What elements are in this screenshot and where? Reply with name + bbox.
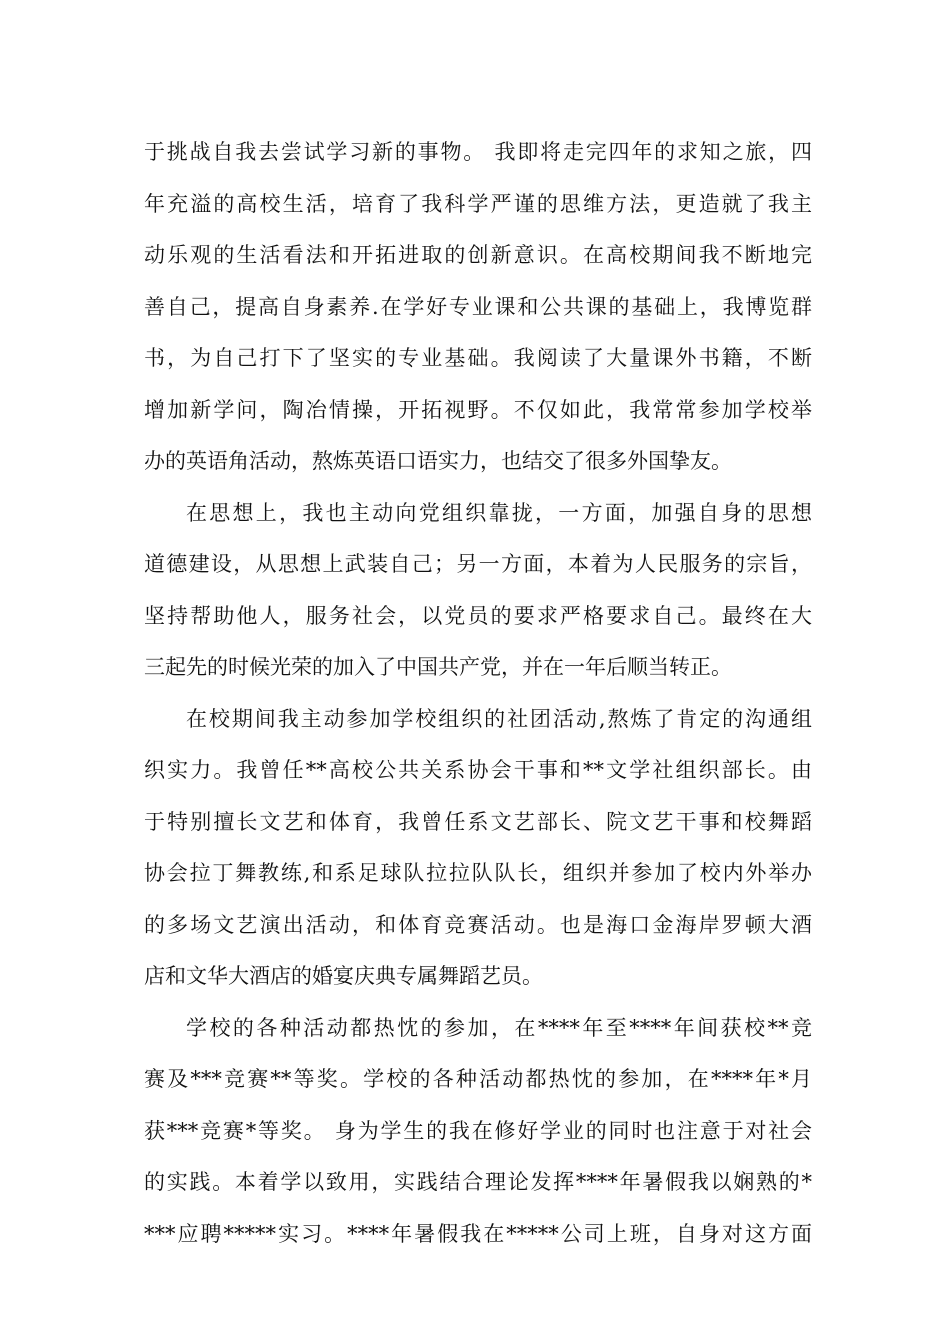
text-line: 织实力。我曾任**高校公共关系协会干事和**文学社组织部长。由 bbox=[144, 758, 812, 782]
text-line: 办的英语角活动，熬炼英语口语实力，也结交了很多外国挚友。 bbox=[144, 449, 732, 473]
text-line: 获***竞赛*等奖。 身为学生的我在修好学业的同时也注意于对社会 bbox=[144, 1118, 812, 1143]
paragraph-first-line: 在思想上，我也主动向党组织靠拢，一方面，加强自身的思想 bbox=[186, 500, 812, 525]
text-line: 三起先的时候光荣的加入了中国共产党，并在一年后顺当转正。 bbox=[144, 655, 732, 679]
text-line: 坚持帮助他人，服务社会，以党员的要求严格要求自己。最终在大 bbox=[144, 603, 812, 628]
text-line: 道德建设，从思想上武装自己；另一方面，本着为人民服务的宗旨， bbox=[144, 552, 812, 576]
text-line: 店和文华大酒店的婚宴庆典专属舞蹈艺员。 bbox=[144, 964, 543, 988]
text-line: ***应聘*****实习。****年暑假我在*****公司上班，自身对这方面 bbox=[144, 1221, 812, 1246]
text-line: 善自己，提高自身素养.在学好专业课和公共课的基础上，我博览群 bbox=[144, 294, 812, 319]
text-line: 协会拉丁舞教练,和系足球队拉拉队队长，组织并参加了校内外举办 bbox=[144, 861, 812, 885]
text-line: 动乐观的生活看法和开拓进取的创新意识。在高校期间我不断地完 bbox=[144, 243, 812, 267]
text-line: 赛及***竞赛**等奖。学校的各种活动都热忱的参加，在****年*月 bbox=[144, 1067, 812, 1091]
text-line: 的多场文艺演出活动，和体育竞赛活动。也是海口金海岸罗顿大酒 bbox=[144, 912, 812, 937]
text-line: 书，为自己打下了坚实的专业基础。我阅读了大量课外书籍，不断 bbox=[144, 346, 812, 370]
paragraph-first-line: 在校期间我主动参加学校组织的社团活动,熬炼了肯定的沟通组 bbox=[186, 706, 812, 731]
text-line: 的实践。本着学以致用，实践结合理论发挥****年暑假我以娴熟的* bbox=[144, 1170, 812, 1194]
paragraph-first-line: 学校的各种活动都热忱的参加，在****年至****年间获校**竞 bbox=[186, 1015, 812, 1040]
text-line: 年充溢的高校生活，培育了我科学严谨的思维方法，更造就了我主 bbox=[144, 191, 812, 216]
text-line: 增加新学问，陶冶情操，开拓视野。不仅如此，我常常参加学校举 bbox=[144, 397, 812, 422]
text-line: 于挑战自我去尝试学习新的事物。 我即将走完四年的求知之旅，四 bbox=[144, 140, 812, 164]
body-text bbox=[144, 132, 812, 1265]
text-line: 于特别擅长文艺和体育，我曾任系文艺部长、院文艺干事和校舞蹈 bbox=[144, 809, 812, 834]
